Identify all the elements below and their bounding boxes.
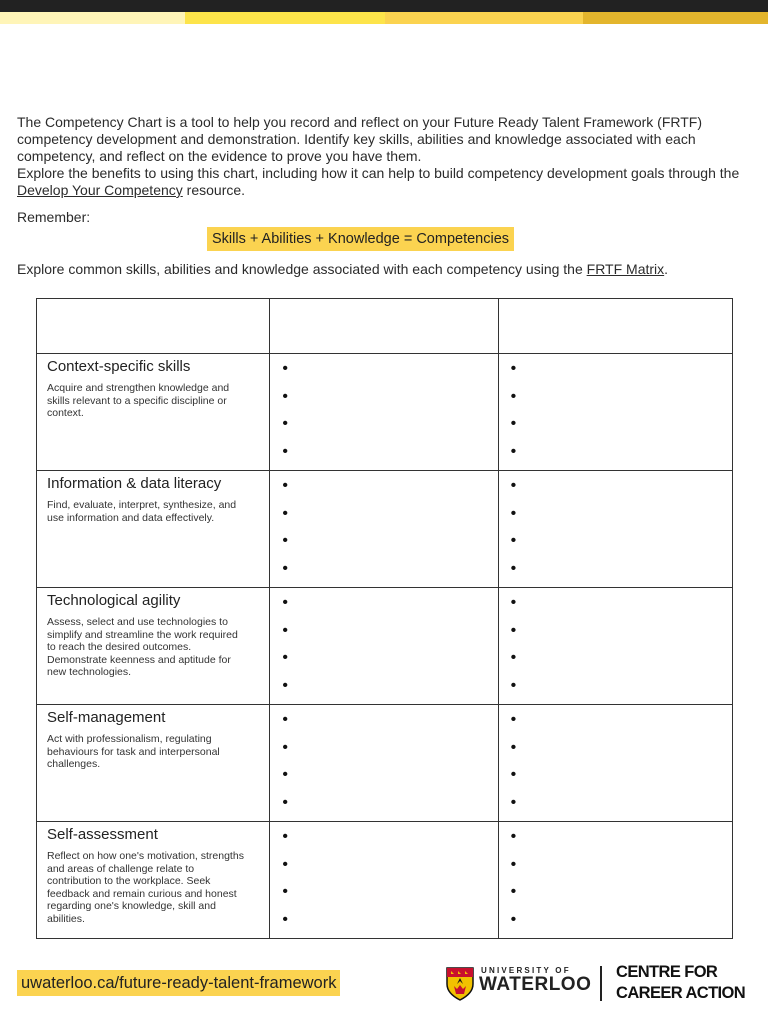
- stripe-dark-gold: [583, 12, 768, 24]
- bullet-item[interactable]: [282, 739, 497, 767]
- bullet-item[interactable]: [282, 711, 497, 739]
- intro-line-2-end: resource.: [182, 182, 246, 198]
- uwaterloo-cca-logo: [445, 965, 750, 1005]
- bullet-item[interactable]: [282, 856, 497, 884]
- competency-cell: [37, 354, 270, 471]
- waterloo-crest-icon: [445, 966, 475, 1001]
- intro-line-2: [17, 165, 752, 199]
- competency-title: Self-assessment: [47, 826, 158, 843]
- intro-paragraph: [17, 114, 752, 199]
- bullet-item[interactable]: [282, 677, 497, 705]
- bullet-cell[interactable]: [498, 822, 732, 939]
- competency-title: Self-management: [47, 709, 166, 726]
- bullet-item[interactable]: [282, 560, 497, 588]
- top-color-bar: [0, 0, 768, 24]
- stripe-yellow: [185, 12, 385, 24]
- competency-description: Reflect on how one's motivation, strengths and areas of challenge relate to contribution to the workplace. Seek feedback and remain curious and honest regarding one's knowledge, skill and abilities.: [47, 850, 244, 925]
- competency-title: Context-specific skills: [47, 358, 191, 375]
- bullet-item[interactable]: [511, 360, 732, 388]
- bullet-list: [499, 471, 732, 587]
- bullet-item[interactable]: [511, 677, 732, 705]
- table-row: [37, 354, 733, 471]
- explore-text: Explore common skills, abilities and knowledge associated with each competency using the: [17, 261, 587, 277]
- bullet-item[interactable]: [282, 649, 497, 677]
- bullet-item[interactable]: [282, 505, 497, 533]
- bullet-item[interactable]: [511, 443, 732, 471]
- bullet-item[interactable]: [282, 594, 497, 622]
- competency-description: Find, evaluate, interpret, synthesize, and use information and data effectively.: [47, 499, 237, 524]
- competency-title: Information & data literacy: [47, 475, 222, 492]
- table-header-row: [37, 299, 733, 354]
- bullet-item[interactable]: [511, 828, 732, 856]
- bullet-item[interactable]: [282, 443, 497, 471]
- table-row: [37, 471, 733, 588]
- top-black-stripe: [0, 0, 768, 12]
- bullet-list: [270, 354, 497, 470]
- competency-chart-table: [36, 298, 733, 939]
- remember-label: Remember:: [17, 209, 91, 225]
- bullet-cell[interactable]: [498, 705, 732, 822]
- competency-formula: Skills + Abilities + Knowledge = Competencies: [207, 227, 514, 251]
- bullet-item[interactable]: [282, 766, 497, 794]
- competency-title: Technological agility: [47, 592, 181, 609]
- bullet-list: [270, 822, 497, 938]
- bullet-list: [499, 588, 732, 704]
- bullet-item[interactable]: [511, 856, 732, 884]
- bullet-item[interactable]: [511, 711, 732, 739]
- bullet-list: [270, 588, 497, 704]
- bullet-list: [499, 354, 732, 470]
- intro-line-2-text: Explore the benefits to using this chart, including how it can help to build competency development goals through the: [17, 165, 740, 181]
- bullet-item[interactable]: [511, 560, 732, 588]
- bullet-item[interactable]: [511, 594, 732, 622]
- competency-description: Acquire and strengthen knowledge and skills relevant to a specific discipline or context.: [47, 382, 230, 419]
- bullet-list: [499, 822, 732, 938]
- stripe-gold: [385, 12, 583, 24]
- table-row: [37, 588, 733, 705]
- competency-cell: [37, 588, 270, 705]
- bullet-item[interactable]: [511, 532, 732, 560]
- waterloo-text: WATERLOO: [479, 974, 592, 995]
- bullet-item[interactable]: [282, 360, 497, 388]
- competency-description: Act with professionalism, regulating behaviours for task and interpersonal challenges.: [47, 733, 220, 770]
- table-row: [37, 822, 733, 939]
- bullet-cell[interactable]: [270, 822, 498, 939]
- bullet-cell[interactable]: [270, 588, 498, 705]
- bullet-item[interactable]: [511, 911, 732, 939]
- bullet-item[interactable]: [511, 739, 732, 767]
- bullet-item[interactable]: [511, 622, 732, 650]
- frtf-website-link[interactable]: uwaterloo.ca/future-ready-talent-framework: [17, 970, 340, 996]
- bullet-item[interactable]: [282, 911, 497, 939]
- bullet-item[interactable]: [282, 415, 497, 443]
- table-row: [37, 705, 733, 822]
- centre-for-text: CENTRE FOR: [616, 963, 718, 981]
- bullet-item[interactable]: [282, 828, 497, 856]
- bullet-item[interactable]: [511, 883, 732, 911]
- bullet-item[interactable]: [511, 794, 732, 822]
- header-cell-competency: [37, 299, 270, 354]
- bullet-item[interactable]: [282, 794, 497, 822]
- bullet-item[interactable]: [511, 766, 732, 794]
- frtf-matrix-link[interactable]: FRTF Matrix: [586, 261, 665, 277]
- bullet-cell[interactable]: [498, 471, 732, 588]
- competency-description: Assess, select and use technologies to simplify and streamline the work required to reach the desired outcomes. Demonstrate keenness and aptitude for new technologies.: [47, 616, 238, 678]
- competency-cell: [37, 471, 270, 588]
- bullet-cell[interactable]: [498, 588, 732, 705]
- bullet-item[interactable]: [511, 477, 732, 505]
- bullet-list: [270, 471, 497, 587]
- bullet-item[interactable]: [511, 505, 732, 533]
- intro-line-1: The Competency Chart is a tool to help you record and reflect on your Future Ready Talent Framework (FRTF) competency development and demonstration. Identify key skills, abilities and knowledge associated with each competency, and reflect on the evidence to prove you have them.: [17, 114, 703, 164]
- bullet-item[interactable]: [282, 477, 497, 505]
- header-cell-2: [270, 299, 498, 354]
- bullet-item[interactable]: [511, 649, 732, 677]
- bullet-item[interactable]: [282, 883, 497, 911]
- stripe-pale-yellow: [0, 12, 185, 24]
- competency-cell: [37, 705, 270, 822]
- bullet-item[interactable]: [511, 415, 732, 443]
- bullet-list: [499, 705, 732, 821]
- bullet-cell[interactable]: [498, 354, 732, 471]
- bullet-item[interactable]: [282, 622, 497, 650]
- career-action-text: CAREER ACTION: [616, 984, 746, 1002]
- bullet-item[interactable]: [282, 532, 497, 560]
- competency-cell: [37, 822, 270, 939]
- bullet-item[interactable]: [511, 388, 732, 416]
- bullet-cell[interactable]: [270, 471, 498, 588]
- bullet-item[interactable]: [282, 388, 497, 416]
- logo-divider: [600, 966, 602, 1001]
- explore-end: .: [664, 261, 669, 277]
- develop-competency-link[interactable]: Develop Your Competency: [17, 182, 183, 198]
- centre-career-action-text: [616, 962, 745, 1004]
- bullet-cell[interactable]: [270, 354, 498, 471]
- bullet-cell[interactable]: [270, 705, 498, 822]
- university-of-text: UNIVERSITY OF: [481, 966, 571, 975]
- explore-line: [17, 261, 668, 277]
- bullet-list: [270, 705, 497, 821]
- header-cell-3: [498, 299, 732, 354]
